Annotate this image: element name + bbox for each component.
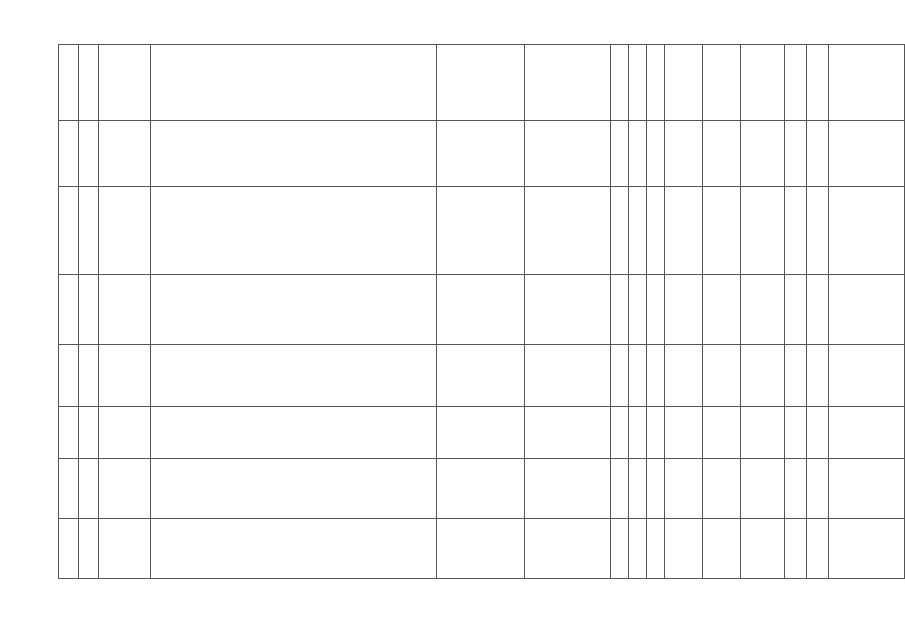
- description-cell: [151, 187, 437, 275]
- category-cell: [703, 275, 741, 345]
- table-row: [59, 121, 905, 187]
- numeric-cell-b: [629, 45, 647, 121]
- category-cell: [703, 407, 741, 459]
- registry-table: [58, 44, 905, 579]
- numeric-cell-c: [647, 407, 665, 459]
- date-cell: [807, 45, 829, 121]
- boundaries-cell: [437, 407, 525, 459]
- description-cell: [151, 45, 437, 121]
- numeric-cell-c: [647, 345, 665, 407]
- numeric-cell-b: [629, 519, 647, 579]
- date-cell: [807, 345, 829, 407]
- category-cell: [703, 519, 741, 579]
- organization-cell: [829, 275, 905, 345]
- description-cell: [151, 345, 437, 407]
- count-cell: [785, 45, 807, 121]
- numeric-cell-c: [647, 187, 665, 275]
- adjacent-cell: [525, 519, 611, 579]
- description-cell: [151, 459, 437, 519]
- adjacent-cell: [525, 345, 611, 407]
- boundaries-cell: [437, 519, 525, 579]
- numeric-cell-c: [647, 121, 665, 187]
- type-cell: [741, 275, 785, 345]
- table-row: [59, 187, 905, 275]
- type-cell: [741, 121, 785, 187]
- row-number-cell: [59, 275, 79, 345]
- adjacent-cell: [525, 121, 611, 187]
- numeric-cell-b: [629, 121, 647, 187]
- description-cell: [151, 407, 437, 459]
- description-cell: [151, 519, 437, 579]
- code-cell: [79, 345, 99, 407]
- boundaries-cell: [437, 187, 525, 275]
- date-cell: [807, 519, 829, 579]
- adjacent-cell: [525, 187, 611, 275]
- numeric-cell-a: [611, 345, 629, 407]
- row-number-cell: [59, 45, 79, 121]
- numeric-cell-a: [611, 459, 629, 519]
- status-cell: [665, 45, 703, 121]
- adjacent-cell: [525, 275, 611, 345]
- code-cell: [79, 275, 99, 345]
- boundaries-cell: [437, 121, 525, 187]
- numeric-cell-c: [647, 519, 665, 579]
- object-name-cell: [99, 519, 151, 579]
- status-cell: [665, 459, 703, 519]
- date-cell: [807, 275, 829, 345]
- boundaries-cell: [437, 345, 525, 407]
- code-cell: [79, 45, 99, 121]
- object-name-cell: [99, 187, 151, 275]
- object-name-cell: [99, 459, 151, 519]
- description-cell: [151, 275, 437, 345]
- table-row: [59, 275, 905, 345]
- numeric-cell-a: [611, 275, 629, 345]
- numeric-cell-b: [629, 407, 647, 459]
- table-row: [59, 45, 905, 121]
- count-cell: [785, 519, 807, 579]
- object-name-cell: [99, 275, 151, 345]
- organization-cell: [829, 187, 905, 275]
- row-number-cell: [59, 407, 79, 459]
- object-name-cell: [99, 45, 151, 121]
- type-cell: [741, 345, 785, 407]
- row-number-cell: [59, 187, 79, 275]
- numeric-cell-a: [611, 187, 629, 275]
- numeric-cell-c: [647, 459, 665, 519]
- numeric-cell-a: [611, 45, 629, 121]
- category-cell: [703, 345, 741, 407]
- adjacent-cell: [525, 407, 611, 459]
- numeric-cell-c: [647, 275, 665, 345]
- numeric-cell-b: [629, 275, 647, 345]
- status-cell: [665, 407, 703, 459]
- code-cell: [79, 519, 99, 579]
- code-cell: [79, 187, 99, 275]
- numeric-cell-b: [629, 187, 647, 275]
- type-cell: [741, 187, 785, 275]
- organization-cell: [829, 459, 905, 519]
- description-cell: [151, 121, 437, 187]
- type-cell: [741, 519, 785, 579]
- count-cell: [785, 407, 807, 459]
- status-cell: [665, 121, 703, 187]
- adjacent-cell: [525, 45, 611, 121]
- numeric-cell-b: [629, 459, 647, 519]
- boundaries-cell: [437, 45, 525, 121]
- table-row: [59, 519, 905, 579]
- status-cell: [665, 275, 703, 345]
- count-cell: [785, 121, 807, 187]
- row-number-cell: [59, 519, 79, 579]
- status-cell: [665, 345, 703, 407]
- numeric-cell-b: [629, 345, 647, 407]
- category-cell: [703, 459, 741, 519]
- code-cell: [79, 121, 99, 187]
- type-cell: [741, 459, 785, 519]
- count-cell: [785, 275, 807, 345]
- status-cell: [665, 187, 703, 275]
- status-cell: [665, 519, 703, 579]
- date-cell: [807, 459, 829, 519]
- type-cell: [741, 407, 785, 459]
- numeric-cell-a: [611, 519, 629, 579]
- organization-cell: [829, 519, 905, 579]
- organization-cell: [829, 345, 905, 407]
- organization-cell: [829, 121, 905, 187]
- numeric-cell-c: [647, 45, 665, 121]
- boundaries-cell: [437, 275, 525, 345]
- date-cell: [807, 407, 829, 459]
- date-cell: [807, 187, 829, 275]
- adjacent-cell: [525, 459, 611, 519]
- numeric-cell-a: [611, 407, 629, 459]
- count-cell: [785, 459, 807, 519]
- category-cell: [703, 121, 741, 187]
- organization-cell: [829, 45, 905, 121]
- table-row: [59, 345, 905, 407]
- row-number-cell: [59, 459, 79, 519]
- code-cell: [79, 459, 99, 519]
- row-number-cell: [59, 121, 79, 187]
- boundaries-cell: [437, 459, 525, 519]
- table-row: [59, 407, 905, 459]
- row-number-cell: [59, 345, 79, 407]
- table-row: [59, 459, 905, 519]
- organization-cell: [829, 407, 905, 459]
- type-cell: [741, 45, 785, 121]
- object-name-cell: [99, 407, 151, 459]
- date-cell: [807, 121, 829, 187]
- code-cell: [79, 407, 99, 459]
- category-cell: [703, 45, 741, 121]
- object-name-cell: [99, 345, 151, 407]
- numeric-cell-a: [611, 121, 629, 187]
- count-cell: [785, 345, 807, 407]
- object-name-cell: [99, 121, 151, 187]
- category-cell: [703, 187, 741, 275]
- count-cell: [785, 187, 807, 275]
